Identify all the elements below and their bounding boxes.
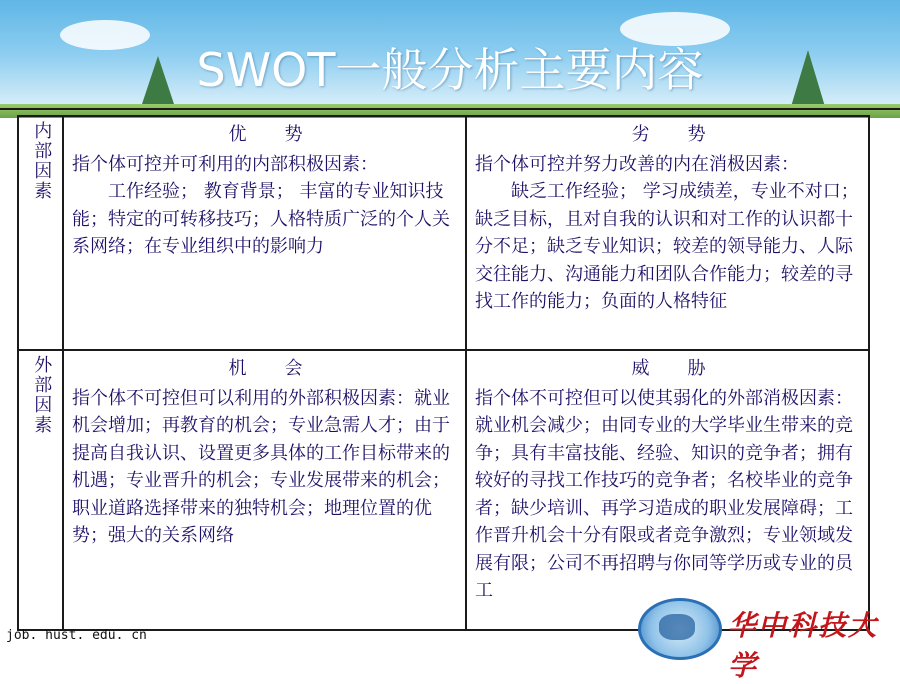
weaknesses-intro: 指个体可控并努力改善的内在消极因素： (475, 153, 799, 175)
threats-text: 指个体不可控但可以使其弱化的外部消极因素：就业机会减少；由同专业的大学毕业生带来的竞争；具有丰富技能、经验、知识的竞争者；拥有较好的寻找工作技巧的竞争者；名校毕业的竞争者；缺少培训、再学习造成的职业发展障碍；工作晋升机会十分有限或者竞争激烈；专业领域发展有限；公司不再招聘与你同等学历或专业的员工 (475, 387, 853, 601)
opportunities-cell (63, 350, 466, 630)
row-header-internal: 内部因素 (18, 116, 63, 350)
footer-url: job. hust. edu. cn (6, 628, 147, 643)
slide-title: SWOT一般分析主要内容 (196, 43, 704, 97)
threats-cell (466, 350, 869, 630)
strengths-intro: 指个体可控并可利用的内部积极因素： (72, 153, 378, 175)
opportunities-heading: 机会 (228, 358, 341, 379)
opportunities-text: 指个体不可控但可以利用的外部积极因素：就业机会增加；再教育的机会；专业急需人才；由于提高自我认识、设置更多具体的工作目标带来的机遇；专业晋升的机会；专业发展带来的机会；职业道路选择带来的独特机会；地理位置的优势；强大的关系网络 (72, 387, 450, 546)
weaknesses-cell (466, 116, 869, 350)
strengths-body: 工作经验； 教育背景； 丰富的专业知识技能；特定的可转移技巧；人格特质广泛的个人关系网络；在专业组织中的影响力 (72, 181, 450, 257)
strengths-heading: 优势 (228, 124, 341, 145)
swot-table (17, 115, 870, 631)
title-divider (0, 108, 900, 110)
row-header-external: 外部因素 (18, 350, 63, 630)
weaknesses-body: 缺乏工作经验； 学习成绩差，专业不对口；缺乏目标，且对自我的认识和对工作的认识都十分不足；缺乏专业知识；较差的领导能力、人际交往能力、沟通能力和团队合作能力；较差的寻找工作的能力；负面的人格特征 (475, 181, 859, 312)
weaknesses-heading: 劣势 (631, 124, 744, 145)
threats-heading: 威胁 (631, 358, 744, 379)
logo-emblem (659, 614, 695, 640)
strengths-cell (63, 116, 466, 350)
university-logo-icon (638, 598, 722, 660)
university-name: 华中科技大学 (728, 609, 879, 682)
